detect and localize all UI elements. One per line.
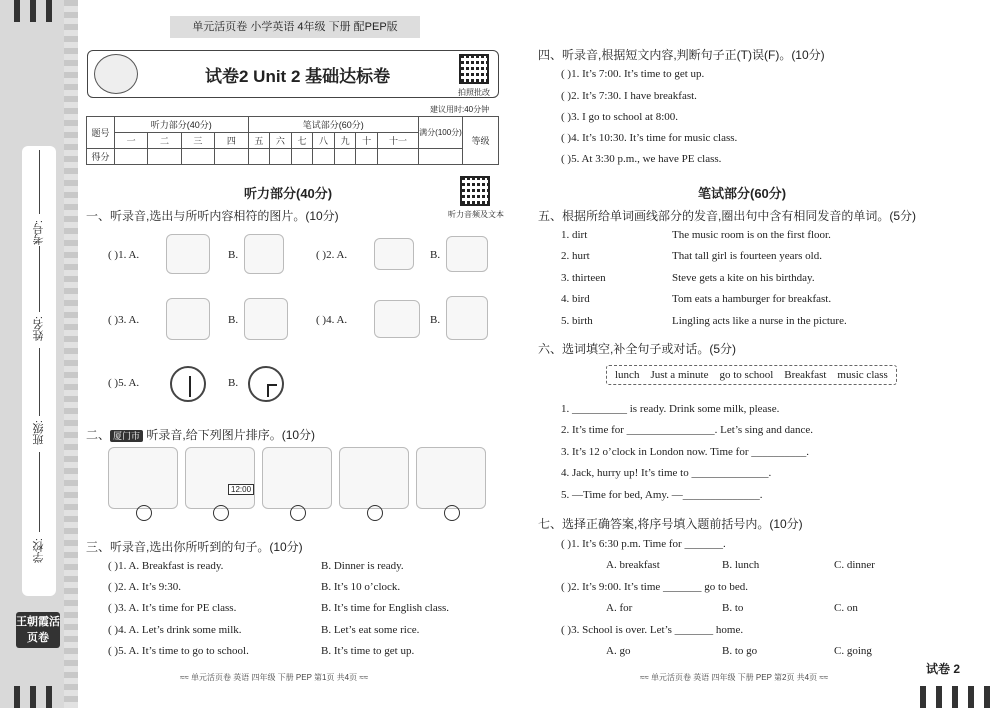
q3-picture-a[interactable] bbox=[166, 298, 210, 340]
order-picture-3[interactable] bbox=[262, 447, 332, 509]
order-answer-circle[interactable] bbox=[444, 505, 460, 521]
clock-icon[interactable] bbox=[170, 366, 206, 402]
score-label: 得分 bbox=[87, 149, 115, 165]
total-header: 满分(100分) bbox=[419, 117, 463, 149]
order-answer-circle[interactable] bbox=[213, 505, 229, 521]
s3-q1-b[interactable]: B. Dinner is ready. bbox=[321, 560, 404, 572]
s7-option[interactable]: A. for bbox=[606, 602, 633, 614]
s4-item[interactable]: ( )5. At 3:30 p.m., we have PE class. bbox=[561, 153, 722, 165]
qr-caption: 拍照批改 bbox=[458, 88, 490, 97]
written-header: 笔试部分(60分) bbox=[248, 117, 418, 133]
order-picture-1[interactable] bbox=[108, 447, 178, 509]
q4-label: ( )4. A. bbox=[316, 314, 348, 326]
s6-item[interactable]: 1. __________ is ready. Drink some milk, please. bbox=[561, 403, 780, 415]
grade-header: 等级 bbox=[463, 117, 499, 165]
school-label: 学校: bbox=[33, 538, 45, 564]
q2-b-label: B. bbox=[430, 249, 441, 261]
q1-picture-a[interactable] bbox=[166, 234, 210, 274]
order-answer-circle[interactable] bbox=[290, 505, 306, 521]
s7-option[interactable]: A. breakfast bbox=[606, 559, 660, 571]
s7-option[interactable]: C. going bbox=[834, 645, 872, 657]
q2-picture-a[interactable] bbox=[374, 238, 414, 270]
s6-item[interactable]: 4. Jack, hurry up! It’s time to ______________. bbox=[561, 467, 772, 479]
q4-b-label: B. bbox=[430, 314, 441, 326]
q5-b-label: B. bbox=[228, 377, 239, 389]
s3-q1-a[interactable]: ( )1. A. Breakfast is ready. bbox=[108, 560, 224, 572]
footer-right: ≈≈ 单元活页卷 英语 四年级 下册 PEP 第2页 共4页 ≈≈ bbox=[640, 673, 829, 682]
order-picture-2[interactable]: 12:00 bbox=[185, 447, 255, 509]
s7-option[interactable]: A. go bbox=[606, 645, 631, 657]
s4-item[interactable]: ( )3. I go to school at 8:00. bbox=[561, 111, 679, 123]
q2-picture-b[interactable] bbox=[446, 236, 488, 272]
time-note: 建议用时:40分钟 bbox=[430, 105, 490, 114]
exam-number-line[interactable] bbox=[39, 150, 40, 214]
binder-bar bbox=[952, 686, 958, 708]
class-line[interactable] bbox=[39, 348, 40, 416]
s5-word: 1. dirt bbox=[561, 229, 588, 241]
brand-logo: 王朝霞活页卷 bbox=[16, 612, 60, 648]
s7-question[interactable]: ( )1. It’s 6:30 p.m. Time for _______. bbox=[561, 538, 726, 550]
q1-b-label: B. bbox=[228, 249, 239, 261]
listening-header: 听力部分(40分) bbox=[115, 117, 249, 133]
s7-option[interactable]: B. to bbox=[722, 602, 744, 614]
s5-sentence[interactable]: Steve gets a kite on his birthday. bbox=[672, 272, 815, 284]
q2-label: ( )2. A. bbox=[316, 249, 348, 261]
s6-item[interactable]: 2. It’s time for ________________. Let’s sing and dance. bbox=[561, 424, 814, 436]
region-tag: 厦门市 bbox=[110, 430, 143, 442]
section2-title: 二、 厦门市 听录音,给下列图片排序。(10分) bbox=[86, 428, 316, 442]
section5-title: 五、根据所给单词画线部分的发音,圈出句中含有相同发音的单词。(5分) bbox=[538, 209, 917, 223]
q4-picture-a[interactable] bbox=[374, 300, 420, 338]
q5-label: ( )5. A. bbox=[108, 377, 140, 389]
s7-option[interactable]: B. lunch bbox=[722, 559, 760, 571]
s5-word: 3. thirteen bbox=[561, 272, 606, 284]
s5-sentence[interactable]: Tom eats a hamburger for breakfast. bbox=[672, 293, 832, 305]
page-label: 试卷 2 bbox=[925, 662, 960, 676]
section1-title: 一、听录音,选出与所听内容相符的图片。(10分) bbox=[86, 209, 339, 223]
section3-title: 三、听录音,选出你所听到的句子。(10分) bbox=[86, 540, 303, 554]
s3-q4-a[interactable]: ( )4. A. Let’s drink some milk. bbox=[108, 624, 242, 636]
s5-sentence[interactable]: That tall girl is fourteen years old. bbox=[672, 250, 822, 262]
s4-item[interactable]: ( )1. It’s 7:00. It’s time to get up. bbox=[561, 68, 705, 80]
binder-bar bbox=[46, 0, 52, 22]
s7-question[interactable]: ( )2. It’s 9:00. It’s time _______ go to bed. bbox=[561, 581, 748, 593]
name-line[interactable] bbox=[39, 246, 40, 312]
q3-label: ( )3. A. bbox=[108, 314, 140, 326]
binder-bar bbox=[14, 686, 20, 708]
s3-q3-b[interactable]: B. It’s time for English class. bbox=[321, 602, 450, 614]
word-bank: lunch Just a minute go to school Breakfast music class bbox=[606, 365, 897, 385]
s6-item[interactable]: 3. It’s 12 o’clock in London now. Time for __________. bbox=[561, 446, 809, 458]
s4-item[interactable]: ( )4. It’s 10:30. It’s time for music class. bbox=[561, 132, 738, 144]
qr-code-icon[interactable] bbox=[459, 54, 489, 84]
s7-option[interactable]: C. on bbox=[834, 602, 858, 614]
audio-caption: 听力音频及文本 bbox=[448, 210, 504, 219]
header-tab: 单元活页卷 小学英语 4年级 下册 配PEP版 bbox=[170, 16, 420, 38]
s3-q3-a[interactable]: ( )3. A. It’s time for PE class. bbox=[108, 602, 237, 614]
school-seal-icon bbox=[94, 54, 138, 94]
binder-bar bbox=[984, 686, 990, 708]
order-picture-4[interactable] bbox=[339, 447, 409, 509]
s7-option[interactable]: B. to go bbox=[722, 645, 758, 657]
class-label: 班级: bbox=[33, 420, 45, 446]
q1-label: ( )1. A. bbox=[108, 249, 140, 261]
score-table: 题号 听力部分(40分) 笔试部分(60分) 满分(100分) 等级 一 二 三 四 五 六 七 八 九 十 十一 得分 bbox=[86, 116, 499, 165]
name-label: 姓名: bbox=[33, 316, 45, 342]
q3-picture-b[interactable] bbox=[244, 298, 288, 340]
order-answer-circle[interactable] bbox=[367, 505, 383, 521]
written-title: 笔试部分(60分) bbox=[698, 186, 787, 201]
q4-picture-b[interactable] bbox=[446, 296, 488, 340]
binder-bar bbox=[920, 686, 926, 708]
binder-bar bbox=[30, 686, 36, 708]
s5-sentence[interactable]: The music room is on the first floor. bbox=[672, 229, 831, 241]
s3-q2-b[interactable]: B. It’s 10 o’clock. bbox=[321, 581, 401, 593]
section6-title: 六、选词填空,补全句子或对话。(5分) bbox=[538, 342, 737, 356]
binder-bar bbox=[14, 0, 20, 22]
school-line[interactable] bbox=[39, 452, 40, 532]
section4-title: 四、听录音,根据短文内容,判断句子正(T)误(F)。(10分) bbox=[538, 48, 825, 62]
binder-bar bbox=[968, 686, 974, 708]
s7-option[interactable]: C. dinner bbox=[834, 559, 875, 571]
audio-qr-icon[interactable] bbox=[460, 176, 490, 206]
s4-item[interactable]: ( )2. It’s 7:30. I have breakfast. bbox=[561, 90, 697, 102]
s3-q2-a[interactable]: ( )2. A. It’s 9:30. bbox=[108, 581, 182, 593]
s7-question[interactable]: ( )3. School is over. Let’s _______ home. bbox=[561, 624, 744, 636]
binder-bar bbox=[30, 0, 36, 22]
footer-left: ≈≈ 单元活页卷 英语 四年级 下册 PEP 第1页 共4页 ≈≈ bbox=[180, 673, 369, 682]
clock-icon[interactable] bbox=[248, 366, 284, 402]
q3-b-label: B. bbox=[228, 314, 239, 326]
s3-q4-b[interactable]: B. Let’s eat some rice. bbox=[321, 624, 420, 636]
binder-bar bbox=[46, 686, 52, 708]
page-title: 试卷2 Unit 2 基础达标卷 bbox=[205, 67, 391, 86]
s5-word: 2. hurt bbox=[561, 250, 590, 262]
s3-q5-b[interactable]: B. It’s time to get up. bbox=[321, 645, 415, 657]
binding-wave bbox=[64, 0, 78, 708]
s3-q5-a[interactable]: ( )5. A. It’s time to go to school. bbox=[108, 645, 249, 657]
binder-bar bbox=[936, 686, 942, 708]
score-row-label: 题号 bbox=[87, 117, 115, 149]
exam-number-label: 考号: bbox=[33, 220, 45, 246]
order-picture-5[interactable] bbox=[416, 447, 486, 509]
s5-word: 4. bird bbox=[561, 293, 590, 305]
s6-item[interactable]: 5. —Time for bed, Amy. —______________. bbox=[561, 489, 763, 501]
order-answer-circle[interactable] bbox=[136, 505, 152, 521]
section7-title: 七、选择正确答案,将序号填入题前括号内。(10分) bbox=[538, 517, 803, 531]
listening-title: 听力部分(40分) bbox=[244, 186, 333, 201]
s5-word: 5. birth bbox=[561, 315, 593, 327]
s5-sentence[interactable]: Lingling acts like a nurse in the picture. bbox=[672, 315, 847, 327]
q1-picture-b[interactable] bbox=[244, 234, 284, 274]
